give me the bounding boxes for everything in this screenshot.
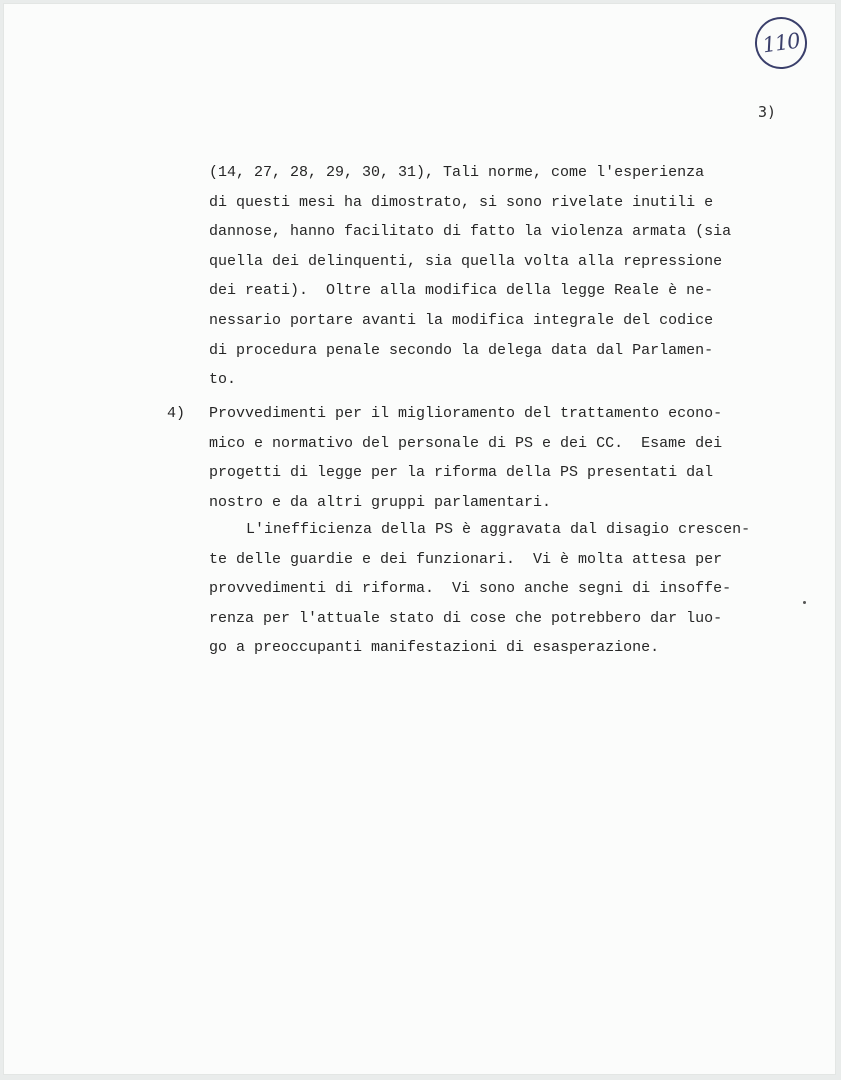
text-line: to. xyxy=(209,371,237,389)
list-item-marker: 4) xyxy=(167,405,186,422)
text-line: dei reati). Oltre alla modifica della legge Reale è ne- xyxy=(209,282,714,300)
text-line: L'inefficienza della PS è aggravata dal disagio crescen- xyxy=(246,521,751,538)
text-line: go a preoccupanti manifestazioni di esasperazione. xyxy=(209,639,660,657)
text-line: provvedimenti di riforma. Vi sono anche segni di insoffe- xyxy=(209,580,732,598)
text-line: nessario portare avanti la modifica integrale del codice xyxy=(209,311,714,329)
margin-mark xyxy=(803,601,806,604)
text-line: Provvedimenti per il miglioramento del trattamento econo- xyxy=(209,405,723,422)
paragraph-norme xyxy=(209,158,789,395)
list-item-provvedimenti xyxy=(209,399,789,517)
text-line: te delle guardie e dei funzionari. Vi è molta attesa per xyxy=(209,550,723,568)
text-line: quella dei delinquenti, sia quella volta alla repressione xyxy=(209,252,723,270)
archive-number-stamp: 110 xyxy=(752,14,811,73)
text-line: di questi mesi ha dimostrato, si sono rivelate inutili e xyxy=(209,193,714,211)
page-number: 3) xyxy=(758,103,777,121)
text-line: renza per l'attuale stato di cose che potrebbero dar luo- xyxy=(209,609,723,627)
text-line: mico e normativo del personale di PS e dei CC. Esame dei xyxy=(209,434,723,452)
document-page xyxy=(3,3,836,1075)
text-line: (14, 27, 28, 29, 30, 31), Tali norme, come l'esperienza xyxy=(209,164,705,181)
text-line: dannose, hanno facilitato di fatto la violenza armata (sia xyxy=(209,223,732,241)
text-line: progetti di legge per la riforma della PS presentati dal xyxy=(209,464,714,482)
text-line: di procedura penale secondo la delega data dal Parlamen- xyxy=(209,341,714,359)
text-line: nostro e da altri gruppi parlamentari. xyxy=(209,493,552,511)
paragraph-inefficienza xyxy=(209,515,789,663)
